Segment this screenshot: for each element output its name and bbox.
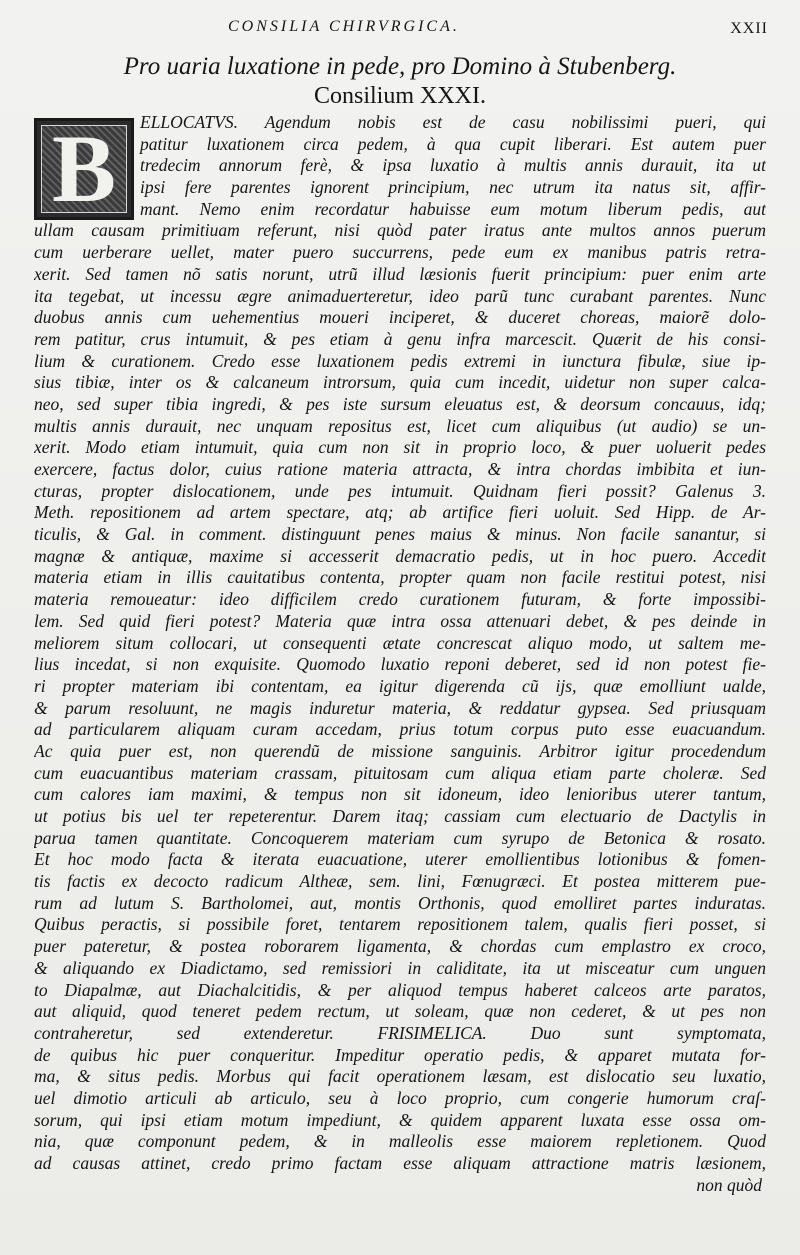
text-line: cturas, propter dislocationem, unde pes intumuit. Quidnam fieri possit? Galenus 3. <box>34 480 766 501</box>
initial-letter: B <box>51 115 117 222</box>
text-line: nia, quæ componunt pedem, & in malleolis esse maiorem repletionem. Quod <box>34 1131 766 1152</box>
text-line: cum calores iam maximi, & tempus non sit idoneum, ideo lenioribus uterer tantum, <box>34 784 766 805</box>
text-line: ELLOCATVS. Agendum nobis est de casu nobilissimi pueri, qui <box>140 112 766 132</box>
text-line: ri propter materiam ibi contentam, ea igitur digerenda cũ ijs, quæ emolliunt ualde, <box>34 675 766 696</box>
text-line: aut aliquid, quod teneret pedem rectum, ut soleam, quæ non cederet, & ut pes non <box>34 1001 766 1022</box>
text-line: ma, & situs pedis. Morbus qui facit operationem læsam, est dislocatio seu luxatio, <box>34 1066 766 1087</box>
body-text <box>34 112 766 1196</box>
text-line: & parum resoluunt, ne magis induretur materia, & reddatur gypsea. Sed priusquam <box>34 697 766 718</box>
running-head <box>0 18 800 44</box>
text-line: rum ad lutum S. Bartholomei, aut, montis Orthonis, quod emolliret partes induratas. <box>34 892 766 913</box>
text-line: uel dimotio articuli ab articulo, seu à loco proprio, cum congerie humorum craſ- <box>34 1087 766 1108</box>
page-number: XXII <box>730 20 768 37</box>
text-line: ticulis, & Gal. in comment. distinguunt penes maius & minus. Non facile sanantur, si <box>34 524 766 545</box>
text-line: tredecim annorum ferè, & ipsa luxatio à multis annis durauit, ita ut <box>140 155 766 176</box>
text-line: rem patitur, crus intumuit, & pes etiam à genu infra marcescit. Quærit de his consi- <box>34 328 766 349</box>
chapter-heading: Pro uaria luxatione in pede, pro Domino à Stubenberg. <box>123 53 677 80</box>
text-line: & aliquando ex Diadictamo, sed remissiori in caliditate, ita ut misceatur cum unguen <box>34 957 766 978</box>
text-line: to Diapalmæ, aut Diachalcitidis, & per aliquod tempus haberet calceos arte paratos, <box>34 979 766 1000</box>
text-line: neo, sed super tibia ingredi, & pes iste sursum eleuatus est, & deorsum concauus, idq; <box>34 393 766 414</box>
consilium-number: Consilium XXXI. <box>313 83 486 109</box>
text-line: materia etiam in illis cauitatibus contenta, propter quam non facile restitui potest, nisi <box>34 567 766 588</box>
text-line: sius tibiæ, inter os & calcaneum introrsum, quia cum incedit, uidetur non super calca- <box>34 372 766 393</box>
text-line: cum euacuantibus materiam crassam, pituitosam cum aliqua etiam parte choleræ. Sed <box>34 762 766 783</box>
running-title: CONSILIA CHIRVRGICA. <box>228 18 460 35</box>
text-line: ad causas attinet, credo primo factam esse aliquam attractione matris læsionem, <box>34 1153 766 1173</box>
text-line: lius incedat, si non exquisite. Quomodo luxatio reponi deberet, sed id non potest fie- <box>34 654 766 675</box>
text-line: ad particularem aliquam curam accedam, prius totum corpus puto esse euacuandum. <box>34 719 766 740</box>
text-line: lium & curationem. Credo esse luxationem pedis extremi in iunctura fibulæ, siue ip- <box>34 350 766 371</box>
text-line: puer pateretur, & postea roborarem ligamenta, & chordas cum emplastro ex croco, <box>34 936 766 957</box>
text-line: lem. Sed quid fieri potest? Materia quæ intra ossa attenuari debet, & pes deinde in <box>34 610 766 631</box>
text-line: ita tegebat, ut incessu ægre animaduerteretur, ideo parũ tunc curabant parentes. Nunc <box>34 285 766 306</box>
text-line: non quòd <box>696 1174 762 1195</box>
text-line: materia remoueatur: ideo difficilem credo curationem futuram, & forte impossibi- <box>34 589 766 610</box>
text-line: de quibus hic puer conqueritur. Impeditur operatio pedis, & apparet mutata for- <box>34 1044 766 1065</box>
text-line: mant. Nemo enim recordatur habuisse eum motum liberum pedis, aut <box>140 198 766 219</box>
text-line: exercere, factus dolor, cuius ratione materia attracta, & intra chordas imbibita et iun- <box>34 459 766 479</box>
text-line: meliorem situm collocari, ut consequenti ætate concrescat aliquo modo, ut saltem me- <box>34 632 766 653</box>
text-line: multis annis durauit, nec unquam repositus est, licet cum aliquibus (ut audio) se un- <box>34 415 766 436</box>
text-line: parua tamen quantitate. Concoquerem materiam cum syrupo de Betonica & rosato. <box>34 827 766 848</box>
text-line: contraheretur, sed extenderetur. FRISIMELICA. Duo sunt symptomata, <box>34 1022 766 1043</box>
text-line: Meth. repositionem ad artem spectare, atq; ab artifice fieri uoluit. Sed Hipp. de Ar- <box>34 502 766 523</box>
text-line: ipsi fere parentes ignorent principium, nec utrum ita natus sit, affir- <box>140 177 766 198</box>
text-line: tis factis ex decocto radicum Altheæ, sem. lini, Fœnugræci. Et postea mitterem pue- <box>34 871 766 892</box>
text-line: ut potius bis uel ter repeterentur. Darem itaq; cassiam cum electuario de Dactylis in <box>34 806 766 826</box>
text-line: cum uerberare uellet, mater puero succurrens, pede eum ex manibus patris retra- <box>34 242 766 263</box>
text-line: Et hoc modo facta & iterata euacuatione, uterer emollientibus lotionibus & fomen- <box>34 849 766 870</box>
text-line: ullam causam primitiuam referunt, nisi quòd pater iratus ante multos annos puerum <box>34 220 766 241</box>
text-line: magnæ & antiquæ, maxime si accesserit demacratio pedis, ut in hoc puero. Accedit <box>34 545 766 566</box>
text-line: xerit. Modo etiam intumuit, quia cum non sit in proprio loco, & puer uoluerit pedes <box>34 437 766 458</box>
text-line: patitur luxationem circa pedem, à qua cupit liberari. Est autem puer <box>140 133 766 154</box>
text-line: xerit. Sed tamen nõ satis norunt, utrũ illud læsionis fuerit principium: puer enim arte <box>34 263 766 284</box>
text-line: Quibus peractis, si possibile foret, tentarem repositionem talem, qualis fieri posset, si <box>34 914 766 935</box>
text-line: Ac quia puer est, non querendũ de missione sanguinis. Arbitror igitur procedendum <box>34 740 766 761</box>
text-line: duobus annis cum uehementius moueri inciperet, & duceret choreas, maiorẽ dolo- <box>34 307 766 328</box>
text-line: sorum, qui ipsi etiam motum impediunt, & quidem apparent luxata esse ossa om- <box>34 1109 766 1130</box>
